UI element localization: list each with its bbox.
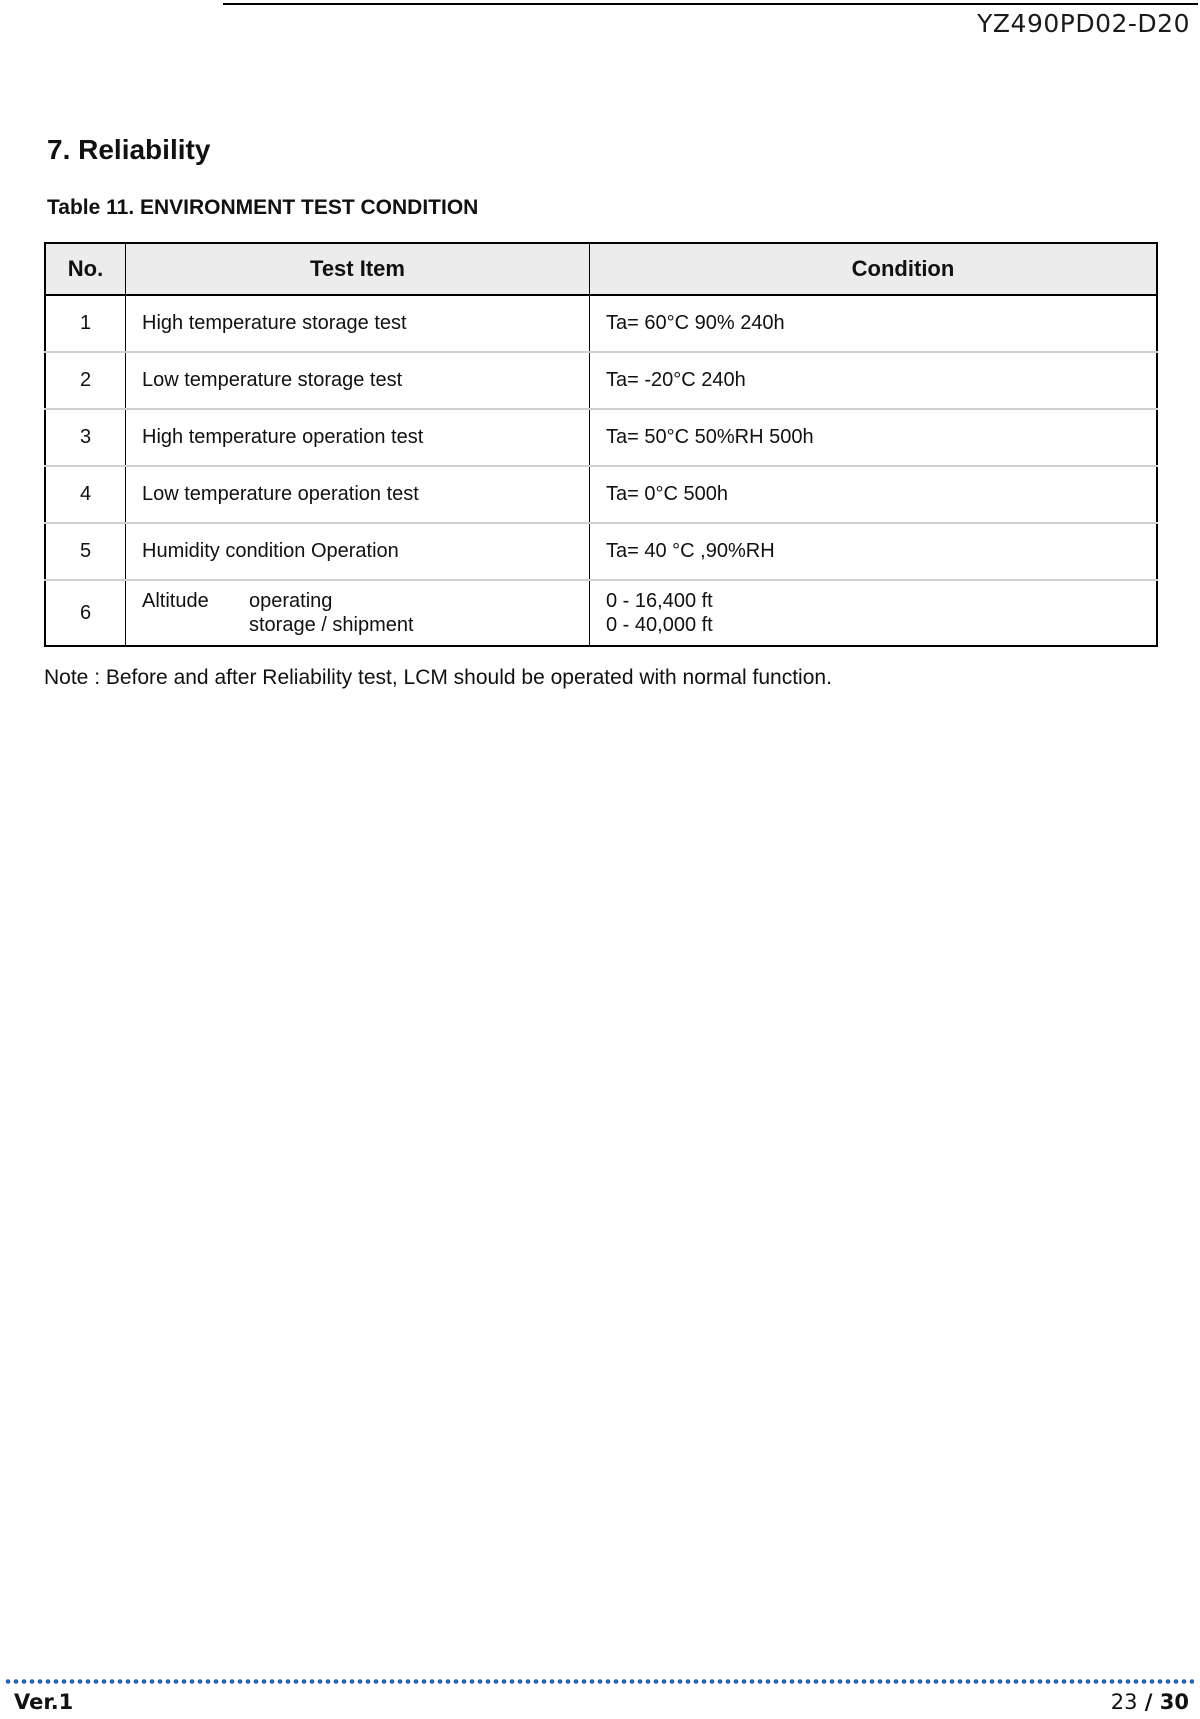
test-condition: Ta= 0°C 500h [590, 466, 1158, 523]
altitude-sub-item: storage / shipment [249, 614, 414, 636]
altitude-conditions [606, 589, 1156, 637]
header-condition: Condition [590, 243, 1158, 295]
page-number [1111, 1690, 1189, 1714]
row-number: 6 [45, 580, 126, 646]
test-item: Humidity condition Operation [126, 523, 590, 580]
test-condition: Ta= 60°C 90% 240h [606, 312, 785, 334]
table-row [45, 409, 1157, 466]
reliability-note: Note : Before and after Reliability test, LCM should be operated with normal function. [44, 666, 832, 689]
test-condition: Ta= 50°C 50%RH 500h [590, 409, 1158, 466]
footer-dotted-rule [4, 1679, 1194, 1684]
header-no: No. [45, 243, 126, 295]
version-label: Ver.1 [14, 1690, 74, 1714]
test-item: Low temperature storage test [126, 352, 590, 409]
row-number: 1 [45, 295, 126, 352]
page-separator: / [1137, 1690, 1160, 1714]
altitude-sub-items [249, 589, 414, 637]
document-code: YZ490PD02-D20 [977, 9, 1190, 38]
test-condition-altitude [590, 580, 1158, 646]
page-current: 23 [1110, 1690, 1138, 1714]
header-rule [223, 3, 1198, 5]
altitude-label: Altitude [142, 590, 209, 612]
altitude-condition: 0 - 40,000 ft [606, 614, 713, 636]
test-condition: Ta= 40 °C ,90%RH [590, 523, 1158, 580]
test-condition: Ta= -20°C 240h [590, 352, 1158, 409]
section-title: 7. Reliability [47, 134, 211, 165]
environment-test-table [44, 242, 1158, 647]
altitude-sub-item: operating [249, 590, 333, 612]
row-number: 3 [45, 409, 126, 466]
table-row [45, 523, 1157, 580]
row-number: 4 [45, 466, 126, 523]
table-row [45, 295, 1157, 352]
test-item: Low temperature operation test [126, 466, 590, 523]
table-row [45, 352, 1157, 409]
page-total: 30 [1159, 1690, 1189, 1714]
test-item-altitude [126, 580, 590, 646]
row-number: 5 [45, 523, 126, 580]
row-number: 2 [45, 352, 126, 409]
table-header-row [45, 243, 1157, 295]
table-caption: Table 11. ENVIRONMENT TEST CONDITION [47, 196, 479, 219]
test-item: High temperature storage test [126, 295, 590, 352]
test-item: High temperature operation test [126, 409, 590, 466]
header-test-item: Test Item [126, 243, 590, 295]
altitude-item [142, 589, 589, 637]
table-row [45, 580, 1157, 646]
table-row [45, 466, 1157, 523]
altitude-condition: 0 - 16,400 ft [606, 590, 713, 612]
